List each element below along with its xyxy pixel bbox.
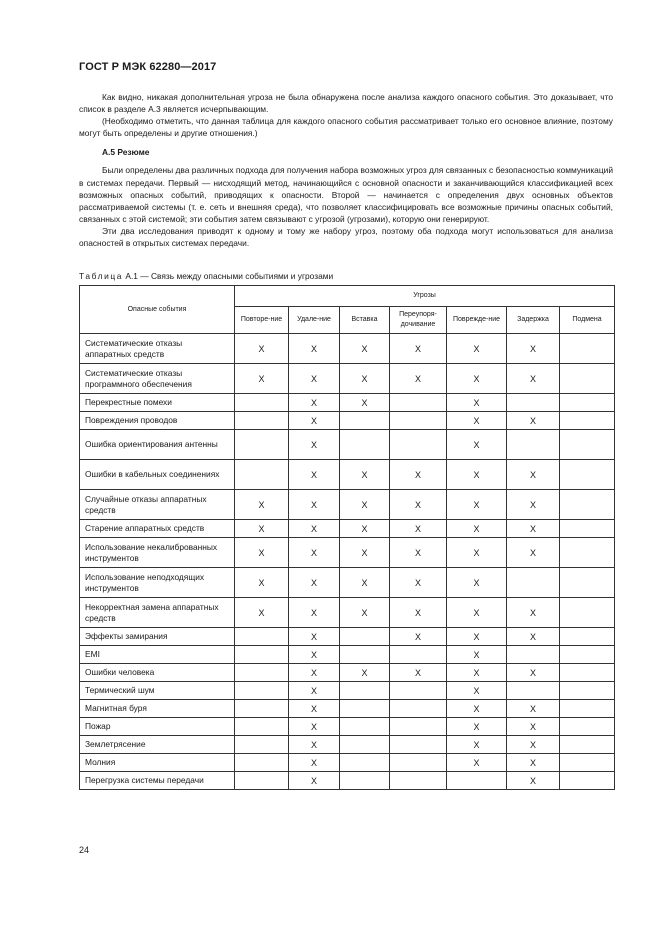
threat-mark-cell: X: [390, 568, 447, 598]
threat-mark-cell: X: [289, 598, 340, 628]
table-row: [80, 490, 615, 520]
threat-mark-cell: [390, 736, 447, 754]
threat-mark-cell: [560, 394, 615, 412]
threat-mark-cell: [560, 718, 615, 736]
threat-mark-cell: X: [340, 334, 390, 364]
body-text: [79, 91, 613, 249]
threat-mark-cell: [235, 628, 289, 646]
event-cell: Магнитная буря: [80, 700, 235, 718]
threat-mark-cell: [235, 700, 289, 718]
threat-mark-cell: [340, 682, 390, 700]
table-row: [80, 412, 615, 430]
threat-mark-cell: X: [289, 682, 340, 700]
threat-mark-cell: X: [447, 364, 507, 394]
table-row: [80, 772, 615, 790]
threat-mark-cell: [340, 772, 390, 790]
threat-mark-cell: X: [289, 736, 340, 754]
threat-mark-cell: X: [289, 460, 340, 490]
threat-mark-cell: [560, 700, 615, 718]
threat-mark-cell: X: [447, 718, 507, 736]
threat-mark-cell: X: [447, 490, 507, 520]
threat-mark-cell: [560, 736, 615, 754]
event-cell: Термический шум: [80, 682, 235, 700]
threat-mark-cell: X: [340, 490, 390, 520]
threat-mark-cell: [560, 490, 615, 520]
threat-mark-cell: [390, 754, 447, 772]
threat-mark-cell: [340, 412, 390, 430]
event-cell: EMI: [80, 646, 235, 664]
threat-mark-cell: X: [340, 598, 390, 628]
threat-mark-cell: X: [289, 394, 340, 412]
threat-mark-cell: [507, 682, 560, 700]
threat-mark-cell: [235, 646, 289, 664]
threat-mark-cell: [507, 646, 560, 664]
threat-mark-cell: [340, 700, 390, 718]
threat-mark-cell: [560, 598, 615, 628]
table-row: [80, 538, 615, 568]
threat-mark-cell: [235, 430, 289, 460]
threat-mark-cell: X: [390, 664, 447, 682]
threat-mark-cell: [235, 460, 289, 490]
threat-mark-cell: [560, 460, 615, 490]
threat-mark-cell: X: [447, 568, 507, 598]
threat-mark-cell: X: [289, 412, 340, 430]
threat-mark-cell: [235, 772, 289, 790]
threat-mark-cell: [390, 682, 447, 700]
threat-mark-cell: X: [289, 754, 340, 772]
threat-mark-cell: [560, 754, 615, 772]
threat-mark-cell: X: [235, 568, 289, 598]
threat-mark-cell: X: [390, 334, 447, 364]
table-row: [80, 718, 615, 736]
threat-mark-cell: X: [447, 430, 507, 460]
threat-mark-cell: [390, 772, 447, 790]
threat-mark-cell: [507, 430, 560, 460]
threat-table: [79, 285, 615, 790]
threat-mark-cell: [560, 628, 615, 646]
threat-mark-cell: [390, 646, 447, 664]
threat-mark-cell: X: [447, 394, 507, 412]
threat-mark-cell: [507, 568, 560, 598]
threat-mark-cell: [340, 718, 390, 736]
threat-mark-cell: [390, 430, 447, 460]
threat-mark-cell: X: [507, 772, 560, 790]
threat-mark-cell: [235, 412, 289, 430]
table-row: [80, 736, 615, 754]
threat-mark-cell: [340, 736, 390, 754]
event-cell: Систематические отказы программного обеспечения: [80, 364, 235, 394]
threat-mark-cell: [447, 772, 507, 790]
threat-mark-cell: [560, 520, 615, 538]
threats-header: Угрозы: [235, 286, 615, 307]
threat-mark-cell: X: [507, 538, 560, 568]
event-cell: Ошибки в кабельных соединениях: [80, 460, 235, 490]
table-row: [80, 664, 615, 682]
event-cell: Систематические отказы аппаратных средств: [80, 334, 235, 364]
threat-column-header: Вставка: [340, 307, 390, 334]
threat-mark-cell: X: [447, 700, 507, 718]
table-row: [80, 754, 615, 772]
table-row: [80, 628, 615, 646]
paragraph-3: Были определены два различных подхода для получения набора возможных угроз для связанных с безопасностью коммуникаций в системах передачи. Первый — нисходящий метод, начинающийся с основной опасности и заканчивающийся классификацией всех возможных опасных событий, приводящих к опасности. Второй — начинается с определения двух основных объектов рассматриваемой системы (т. е. сеть и внешняя среда), что позволяет классифицировать все возможные причины опасных событий, связанных с этой системой; эти события затем связывают с угрозой (угрозами), которую они генерируют.: [79, 165, 613, 224]
threat-mark-cell: [560, 538, 615, 568]
threat-mark-cell: X: [235, 490, 289, 520]
page-number: 24: [79, 845, 90, 855]
threat-mark-cell: X: [289, 664, 340, 682]
event-cell: Использование некалиброванных инструментов: [80, 538, 235, 568]
table-row: [80, 430, 615, 460]
threat-mark-cell: [340, 628, 390, 646]
table-row: [80, 520, 615, 538]
event-cell: Перегрузка системы передачи: [80, 772, 235, 790]
threat-mark-cell: [235, 394, 289, 412]
threat-mark-cell: [560, 430, 615, 460]
threat-mark-cell: X: [507, 628, 560, 646]
threat-mark-cell: X: [340, 568, 390, 598]
threat-mark-cell: X: [507, 364, 560, 394]
event-cell: Использование неподходящих инструментов: [80, 568, 235, 598]
threat-mark-cell: X: [340, 364, 390, 394]
threat-column-header: Удале-ние: [289, 307, 340, 334]
table-row: [80, 568, 615, 598]
threat-mark-cell: X: [447, 538, 507, 568]
section-heading: А.5 Резюме: [102, 147, 150, 158]
threat-column-header: Подмена: [560, 307, 615, 334]
threat-mark-cell: X: [507, 520, 560, 538]
event-cell: Землетрясение: [80, 736, 235, 754]
event-cell: Ошибка ориентирования антенны: [80, 430, 235, 460]
threat-mark-cell: X: [390, 520, 447, 538]
threat-mark-cell: X: [507, 598, 560, 628]
paragraph-4: Эти два исследования приводят к одному и тому же набору угроз, поэтому оба подхода могут использоваться для анализа опасностей в открытых системах передачи.: [79, 225, 613, 249]
threat-mark-cell: X: [390, 538, 447, 568]
table-row: [80, 334, 615, 364]
threat-mark-cell: [560, 568, 615, 598]
threat-mark-cell: X: [390, 628, 447, 646]
threat-mark-cell: [560, 772, 615, 790]
threat-mark-cell: X: [235, 598, 289, 628]
paragraph-2: (Необходимо отметить, что данная таблица для каждого опасного события рассматривает только его основное влияние, поэтому могут быть определены и другие отношения.): [79, 116, 613, 139]
threat-mark-cell: [235, 682, 289, 700]
threat-mark-cell: [560, 412, 615, 430]
threat-mark-cell: X: [447, 460, 507, 490]
threat-mark-cell: X: [289, 364, 340, 394]
threat-mark-cell: X: [340, 538, 390, 568]
threat-mark-cell: X: [507, 460, 560, 490]
table-caption: [79, 271, 333, 281]
threat-mark-cell: X: [447, 682, 507, 700]
threat-mark-cell: X: [507, 700, 560, 718]
threat-mark-cell: X: [235, 538, 289, 568]
threat-mark-cell: X: [390, 490, 447, 520]
event-cell: Ошибки человека: [80, 664, 235, 682]
threat-mark-cell: [560, 364, 615, 394]
threat-mark-cell: X: [289, 772, 340, 790]
threat-mark-cell: [560, 664, 615, 682]
event-cell: Некорректная замена аппаратных средств: [80, 598, 235, 628]
table-row: [80, 460, 615, 490]
threat-mark-cell: X: [447, 736, 507, 754]
document-header: ГОСТ Р МЭК 62280—2017: [79, 61, 217, 73]
threat-mark-cell: [390, 394, 447, 412]
threat-column-header: Задержка: [507, 307, 560, 334]
threat-mark-cell: X: [340, 394, 390, 412]
event-column-header: Опасные события: [80, 286, 235, 334]
threat-mark-cell: X: [507, 490, 560, 520]
table-row: [80, 394, 615, 412]
threat-mark-cell: X: [390, 598, 447, 628]
event-cell: Случайные отказы аппаратных средств: [80, 490, 235, 520]
threat-mark-cell: X: [390, 364, 447, 394]
threat-column-header: Повторе-ние: [235, 307, 289, 334]
threat-mark-cell: X: [289, 520, 340, 538]
threat-mark-cell: X: [507, 412, 560, 430]
threat-mark-cell: X: [447, 598, 507, 628]
threat-mark-cell: X: [447, 628, 507, 646]
paragraph-1: Как видно, никакая дополнительная угроза не была обнаружена после анализа каждого опасного события. Это доказывает, что список в разделе А.3 является исчерпывающим.: [79, 92, 613, 115]
threat-mark-cell: X: [447, 520, 507, 538]
threat-mark-cell: X: [289, 490, 340, 520]
threat-mark-cell: X: [447, 664, 507, 682]
threat-mark-cell: [340, 646, 390, 664]
threat-mark-cell: X: [340, 664, 390, 682]
event-cell: Эффекты замирания: [80, 628, 235, 646]
threat-mark-cell: X: [507, 736, 560, 754]
threat-mark-cell: X: [289, 646, 340, 664]
table-row: [80, 598, 615, 628]
threat-mark-cell: X: [340, 520, 390, 538]
threat-mark-cell: X: [289, 628, 340, 646]
threat-mark-cell: X: [507, 334, 560, 364]
threat-mark-cell: X: [235, 520, 289, 538]
threat-mark-cell: [235, 664, 289, 682]
table-row: [80, 700, 615, 718]
threat-mark-cell: X: [447, 754, 507, 772]
threat-mark-cell: [235, 736, 289, 754]
table-caption-text: А.1 — Связь между опасными событиями и угрозами: [123, 271, 334, 281]
threat-mark-cell: X: [507, 718, 560, 736]
table-row: [80, 682, 615, 700]
threat-mark-cell: X: [289, 568, 340, 598]
threat-mark-cell: X: [507, 664, 560, 682]
table-row: [80, 364, 615, 394]
threat-mark-cell: [390, 718, 447, 736]
threat-mark-cell: X: [447, 646, 507, 664]
table-caption-prefix: Таблица: [79, 271, 124, 281]
threat-mark-cell: X: [235, 334, 289, 364]
threat-mark-cell: X: [289, 700, 340, 718]
threat-mark-cell: [560, 682, 615, 700]
threat-mark-cell: X: [447, 334, 507, 364]
threat-mark-cell: X: [289, 430, 340, 460]
threat-mark-cell: X: [235, 364, 289, 394]
event-cell: Пожар: [80, 718, 235, 736]
threat-mark-cell: X: [289, 538, 340, 568]
threat-mark-cell: X: [289, 334, 340, 364]
threat-column-header: Поврежде-ние: [447, 307, 507, 334]
threat-mark-cell: [235, 718, 289, 736]
threat-mark-cell: X: [390, 460, 447, 490]
event-cell: Старение аппаратных средств: [80, 520, 235, 538]
threat-column-header: Переупоря-дочивание: [390, 307, 447, 334]
threat-mark-cell: X: [447, 412, 507, 430]
threat-mark-cell: [340, 754, 390, 772]
threat-mark-cell: [560, 334, 615, 364]
threat-mark-cell: [340, 430, 390, 460]
event-cell: Повреждения проводов: [80, 412, 235, 430]
threat-mark-cell: [235, 754, 289, 772]
threat-mark-cell: [390, 700, 447, 718]
event-cell: Молния: [80, 754, 235, 772]
threat-mark-cell: X: [340, 460, 390, 490]
table-row: [80, 646, 615, 664]
event-cell: Перекрестные помехи: [80, 394, 235, 412]
threat-mark-cell: [390, 412, 447, 430]
threat-mark-cell: [507, 394, 560, 412]
threat-mark-cell: X: [289, 718, 340, 736]
threat-mark-cell: [560, 646, 615, 664]
threat-mark-cell: X: [507, 754, 560, 772]
